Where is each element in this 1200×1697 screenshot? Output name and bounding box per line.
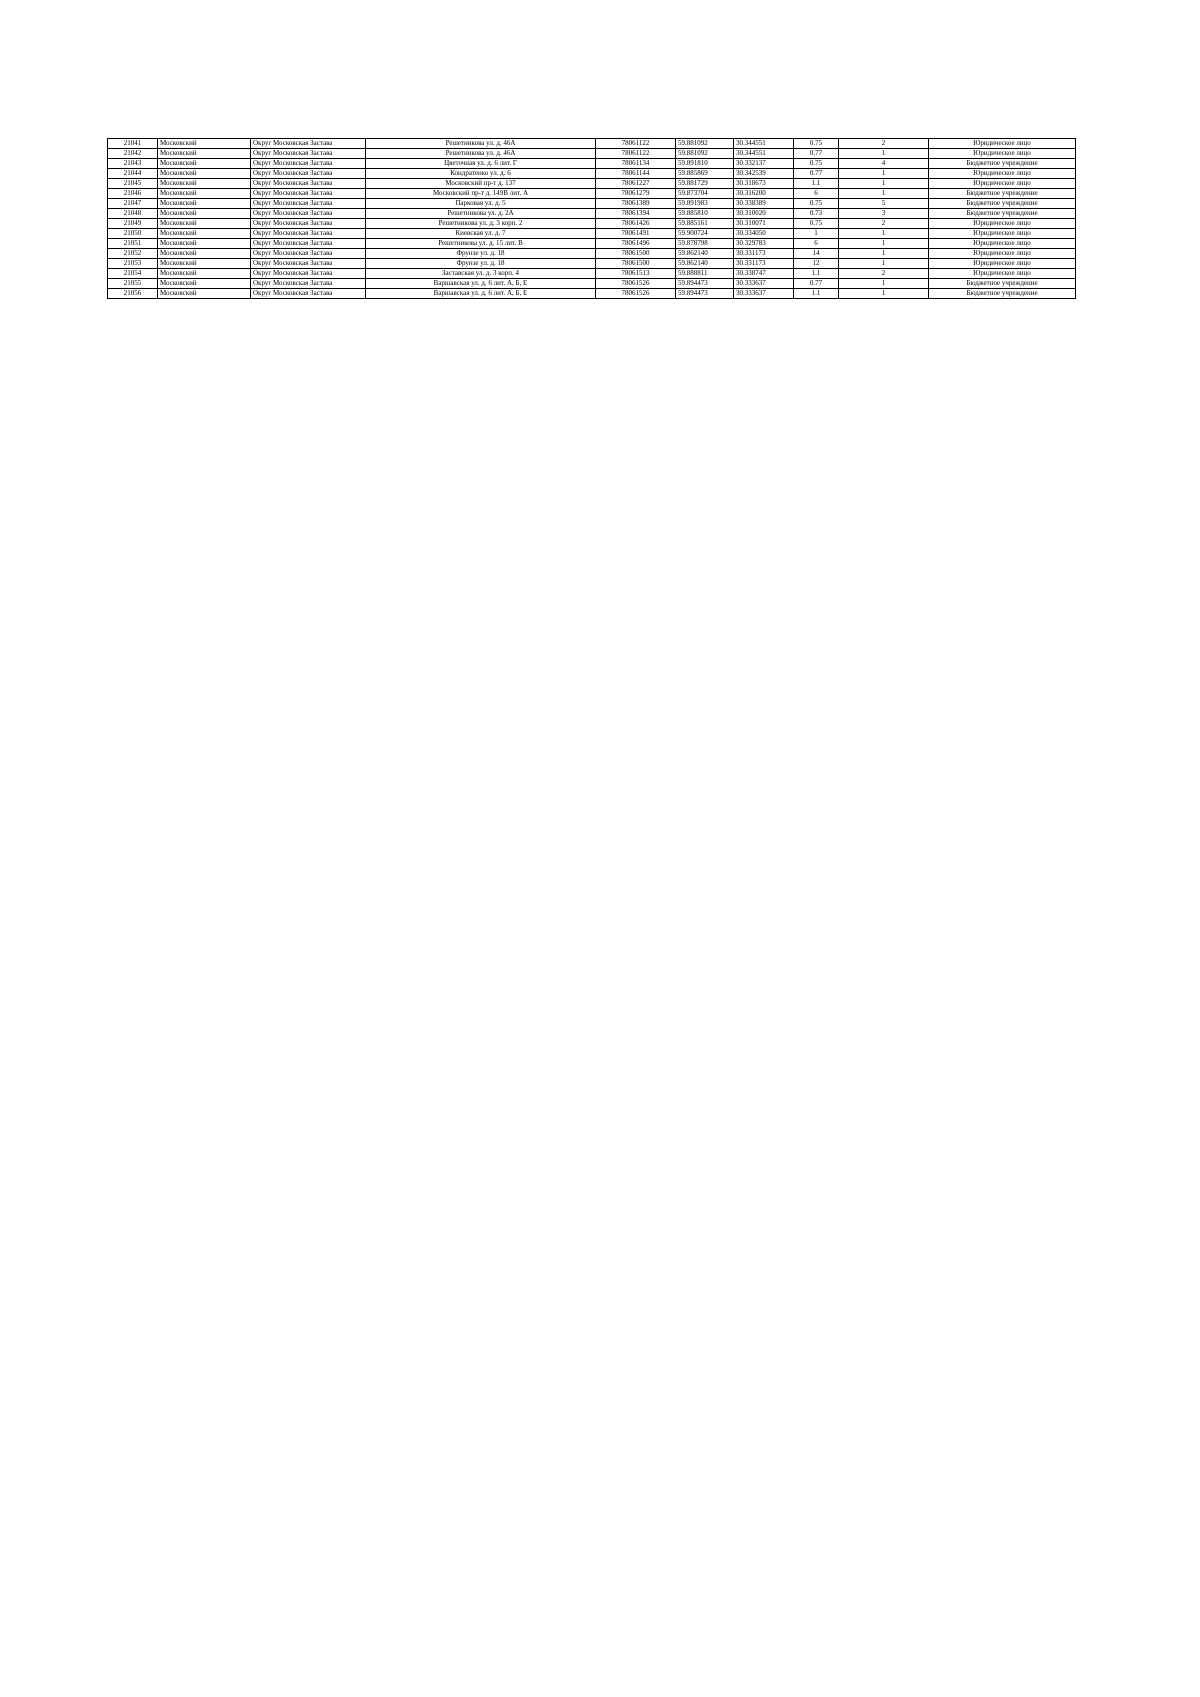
latitude-cell: 59.891983: [676, 199, 734, 209]
table-row: [108, 289, 1076, 299]
district-cell: Московский: [158, 139, 251, 149]
longitude-cell: 30.310071: [734, 219, 794, 229]
code-cell: 78061122: [596, 139, 676, 149]
address-cell: Решетникова ул. д. 46А: [366, 139, 596, 149]
code-cell: 78061526: [596, 279, 676, 289]
count-cell: 1: [839, 149, 929, 159]
district-cell: Московский: [158, 209, 251, 219]
area-cell: 1.1: [794, 179, 839, 189]
table-body: [108, 139, 1076, 299]
longitude-cell: 30.344551: [734, 139, 794, 149]
code-cell: 78061500: [596, 249, 676, 259]
row-id: 21050: [108, 229, 158, 239]
row-id: 21054: [108, 269, 158, 279]
table-row: [108, 139, 1076, 149]
type-cell: Юридическое лицо: [929, 179, 1076, 189]
table-row: [108, 259, 1076, 269]
data-table: [107, 138, 1076, 299]
latitude-cell: 59.885810: [676, 209, 734, 219]
type-cell: Юридическое лицо: [929, 269, 1076, 279]
type-cell: Юридическое лицо: [929, 249, 1076, 259]
longitude-cell: 30.310020: [734, 209, 794, 219]
latitude-cell: 59.873704: [676, 189, 734, 199]
row-id: 21043: [108, 159, 158, 169]
count-cell: 2: [839, 269, 929, 279]
area-cell: 0.75: [794, 139, 839, 149]
municipality-cell: Округ Московская Застава: [251, 239, 366, 249]
latitude-cell: 59.885161: [676, 219, 734, 229]
municipality-cell: Округ Московская Застава: [251, 229, 366, 239]
area-cell: 0.77: [794, 279, 839, 289]
municipality-cell: Округ Московская Застава: [251, 259, 366, 269]
table-row: [108, 239, 1076, 249]
district-cell: Московский: [158, 239, 251, 249]
address-cell: Решетникова ул. д. 46А: [366, 149, 596, 159]
code-cell: 78061389: [596, 199, 676, 209]
address-cell: Киевская ул. д. 7: [366, 229, 596, 239]
table-row: [108, 179, 1076, 189]
latitude-cell: 59.862140: [676, 259, 734, 269]
district-cell: Московский: [158, 249, 251, 259]
type-cell: Бюджетное учреждение: [929, 289, 1076, 299]
table-row: [108, 159, 1076, 169]
count-cell: 3: [839, 209, 929, 219]
municipality-cell: Округ Московская Застава: [251, 139, 366, 149]
district-cell: Московский: [158, 189, 251, 199]
municipality-cell: Округ Московская Застава: [251, 169, 366, 179]
table-row: [108, 169, 1076, 179]
address-cell: Парковая ул. д. 5: [366, 199, 596, 209]
municipality-cell: Округ Московская Застава: [251, 249, 366, 259]
code-cell: 78061134: [596, 159, 676, 169]
municipality-cell: Округ Московская Застава: [251, 289, 366, 299]
type-cell: Юридическое лицо: [929, 259, 1076, 269]
area-cell: 1: [794, 229, 839, 239]
row-id: 21053: [108, 259, 158, 269]
type-cell: Бюджетное учреждение: [929, 199, 1076, 209]
longitude-cell: 30.333637: [734, 289, 794, 299]
latitude-cell: 59.881729: [676, 179, 734, 189]
area-cell: 0.73: [794, 209, 839, 219]
table-row: [108, 249, 1076, 259]
area-cell: 12: [794, 259, 839, 269]
table-row: [108, 199, 1076, 209]
address-cell: Решетникова ул. д. 2А: [366, 209, 596, 219]
code-cell: 78061122: [596, 149, 676, 159]
district-cell: Московский: [158, 149, 251, 159]
row-id: 21051: [108, 239, 158, 249]
district-cell: Московский: [158, 179, 251, 189]
table-row: [108, 149, 1076, 159]
row-id: 21045: [108, 179, 158, 189]
table-row: [108, 269, 1076, 279]
district-cell: Московский: [158, 169, 251, 179]
address-cell: Варшавская ул. д. 6 лит. А, Б, Е: [366, 289, 596, 299]
area-cell: 6: [794, 189, 839, 199]
row-id: 21046: [108, 189, 158, 199]
table-row: [108, 189, 1076, 199]
district-cell: Московский: [158, 279, 251, 289]
longitude-cell: 30.334050: [734, 229, 794, 239]
area-cell: 0.77: [794, 169, 839, 179]
district-cell: Московский: [158, 219, 251, 229]
count-cell: 1: [839, 229, 929, 239]
district-cell: Московский: [158, 289, 251, 299]
municipality-cell: Округ Московская Застава: [251, 269, 366, 279]
municipality-cell: Округ Московская Застава: [251, 219, 366, 229]
longitude-cell: 30.316200: [734, 189, 794, 199]
municipality-cell: Округ Московская Застава: [251, 189, 366, 199]
municipality-cell: Округ Московская Застава: [251, 179, 366, 189]
area-cell: 6: [794, 239, 839, 249]
municipality-cell: Округ Московская Застава: [251, 279, 366, 289]
longitude-cell: 30.342539: [734, 169, 794, 179]
code-cell: 78061227: [596, 179, 676, 189]
address-cell: Фрунзе ул. д. 18: [366, 249, 596, 259]
district-cell: Московский: [158, 259, 251, 269]
row-id: 21049: [108, 219, 158, 229]
latitude-cell: 59.894473: [676, 289, 734, 299]
district-cell: Московский: [158, 229, 251, 239]
latitude-cell: 59.881092: [676, 139, 734, 149]
count-cell: 2: [839, 219, 929, 229]
table-row: [108, 279, 1076, 289]
code-cell: 78061526: [596, 289, 676, 299]
code-cell: 78061394: [596, 209, 676, 219]
count-cell: 5: [839, 199, 929, 209]
municipality-cell: Округ Московская Застава: [251, 159, 366, 169]
address-cell: Фрунзе ул. д. 18: [366, 259, 596, 269]
type-cell: Бюджетное учреждение: [929, 159, 1076, 169]
latitude-cell: 59.878798: [676, 239, 734, 249]
row-id: 21044: [108, 169, 158, 179]
count-cell: 1: [839, 169, 929, 179]
municipality-cell: Округ Московская Застава: [251, 209, 366, 219]
latitude-cell: 59.891810: [676, 159, 734, 169]
latitude-cell: 59.888811: [676, 269, 734, 279]
code-cell: 78061426: [596, 219, 676, 229]
area-cell: 14: [794, 249, 839, 259]
type-cell: Юридическое лицо: [929, 239, 1076, 249]
district-cell: Московский: [158, 269, 251, 279]
latitude-cell: 59.894473: [676, 279, 734, 289]
code-cell: 78061500: [596, 259, 676, 269]
code-cell: 78061279: [596, 189, 676, 199]
longitude-cell: 30.338389: [734, 199, 794, 209]
code-cell: 78061491: [596, 229, 676, 239]
count-cell: 1: [839, 179, 929, 189]
longitude-cell: 30.331173: [734, 259, 794, 269]
row-id: 21056: [108, 289, 158, 299]
row-id: 21048: [108, 209, 158, 219]
longitude-cell: 30.318673: [734, 179, 794, 189]
count-cell: 1: [839, 289, 929, 299]
latitude-cell: 59.885869: [676, 169, 734, 179]
address-cell: Заставская ул. д. 3 корп. 4: [366, 269, 596, 279]
longitude-cell: 30.332137: [734, 159, 794, 169]
area-cell: 0.75: [794, 199, 839, 209]
address-cell: Цветочная ул. д. 6 лит. Г: [366, 159, 596, 169]
longitude-cell: 30.331173: [734, 249, 794, 259]
table-row: [108, 209, 1076, 219]
latitude-cell: 59.900724: [676, 229, 734, 239]
longitude-cell: 30.329783: [734, 239, 794, 249]
address-cell: Московский пр-т д. 149В лит. А: [366, 189, 596, 199]
code-cell: 78061496: [596, 239, 676, 249]
type-cell: Юридическое лицо: [929, 169, 1076, 179]
district-cell: Московский: [158, 199, 251, 209]
document-page: [107, 138, 1075, 299]
code-cell: 78061144: [596, 169, 676, 179]
latitude-cell: 59.862140: [676, 249, 734, 259]
row-id: 21052: [108, 249, 158, 259]
row-id: 21055: [108, 279, 158, 289]
table-row: [108, 219, 1076, 229]
address-cell: Кондратенко ул. д. 6: [366, 169, 596, 179]
area-cell: 0.75: [794, 219, 839, 229]
type-cell: Юридическое лицо: [929, 219, 1076, 229]
type-cell: Бюджетное учреждение: [929, 279, 1076, 289]
type-cell: Юридическое лицо: [929, 229, 1076, 239]
row-id: 21042: [108, 149, 158, 159]
type-cell: Юридическое лицо: [929, 149, 1076, 159]
type-cell: Бюджетное учреждение: [929, 209, 1076, 219]
count-cell: 1: [839, 249, 929, 259]
code-cell: 78061513: [596, 269, 676, 279]
count-cell: 2: [839, 139, 929, 149]
address-cell: Решетникова ул. д. 15 лит. В: [366, 239, 596, 249]
district-cell: Московский: [158, 159, 251, 169]
longitude-cell: 30.344551: [734, 149, 794, 159]
area-cell: 1.1: [794, 269, 839, 279]
count-cell: 4: [839, 159, 929, 169]
row-id: 21041: [108, 139, 158, 149]
longitude-cell: 30.333637: [734, 279, 794, 289]
row-id: 21047: [108, 199, 158, 209]
area-cell: 1.1: [794, 289, 839, 299]
municipality-cell: Округ Московская Застава: [251, 199, 366, 209]
type-cell: Бюджетное учреждение: [929, 189, 1076, 199]
table-row: [108, 229, 1076, 239]
area-cell: 0.77: [794, 149, 839, 159]
address-cell: Варшавская ул. д. 6 лит. А, Б, Е: [366, 279, 596, 289]
type-cell: Юридическое лицо: [929, 139, 1076, 149]
count-cell: 1: [839, 259, 929, 269]
count-cell: 1: [839, 279, 929, 289]
address-cell: Решетникова ул. д. 3 корп. 2: [366, 219, 596, 229]
municipality-cell: Округ Московская Застава: [251, 149, 366, 159]
address-cell: Московский пр-т д. 137: [366, 179, 596, 189]
count-cell: 1: [839, 239, 929, 249]
count-cell: 1: [839, 189, 929, 199]
area-cell: 0.75: [794, 159, 839, 169]
longitude-cell: 30.338747: [734, 269, 794, 279]
latitude-cell: 59.881092: [676, 149, 734, 159]
